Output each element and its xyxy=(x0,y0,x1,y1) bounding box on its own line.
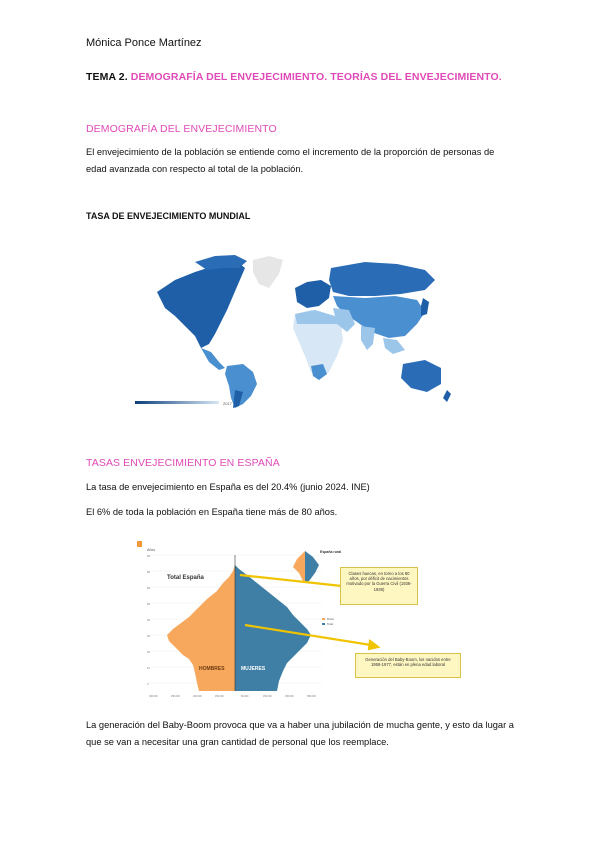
svg-text:300.000: 300.000 xyxy=(149,695,158,698)
logo-mark xyxy=(137,541,142,547)
map-legend-year: 2017 xyxy=(223,401,232,406)
map-russia xyxy=(329,262,435,296)
svg-text:150.000: 150.000 xyxy=(215,695,224,698)
espana-line-2: El 6% de toda la población en España tiene más de 80 años. xyxy=(86,507,338,517)
map-greenland xyxy=(253,256,283,288)
svg-text:50: 50 xyxy=(147,603,150,606)
svg-text:20: 20 xyxy=(147,651,150,654)
legend-swatch-1 xyxy=(322,618,325,620)
map-north-america xyxy=(157,260,245,348)
age-axis-label: Años xyxy=(147,548,155,552)
map-central-america xyxy=(201,348,225,370)
svg-text:80: 80 xyxy=(147,571,150,574)
svg-text:10: 10 xyxy=(147,667,150,670)
legend-label-2: Total xyxy=(327,622,333,626)
legend-label-1: Rural xyxy=(327,617,334,621)
map-new-zealand xyxy=(443,390,451,402)
pyramid-men xyxy=(167,565,235,691)
rural-pyramid-women xyxy=(305,551,319,583)
map-australia xyxy=(401,360,441,392)
section-paragraph-demografia: El envejecimiento de la población se entiende como el incremento de la proporción de personas de edad avanzada con respecto al total de la población. xyxy=(86,147,495,174)
map-legend-bar xyxy=(135,401,219,404)
map-india xyxy=(361,326,375,350)
map-africa-north xyxy=(295,310,339,324)
map-canada-north xyxy=(195,255,247,270)
world-map-image xyxy=(135,252,460,409)
title-prefix: TEMA 2. xyxy=(86,71,128,83)
section-heading-tasa-mundial: TASA DE ENVEJECIMIENTO MUNDIAL xyxy=(86,211,251,221)
annotation-note-2: Generación del Baby-Boom, los nacidos entre 1958-1977, están en plena edad laboral xyxy=(355,653,461,678)
map-europe xyxy=(295,280,331,308)
svg-text:200.000: 200.000 xyxy=(193,695,202,698)
pyramid-women xyxy=(235,565,311,691)
svg-text:250.000: 250.000 xyxy=(285,695,294,698)
pyramid-label-men: HOMBRES xyxy=(199,666,225,672)
map-southeast-asia xyxy=(383,338,405,354)
section-heading-espana: TASAS ENVEJECIMIENTO EN ESPAÑA xyxy=(86,457,280,469)
svg-text:65: 65 xyxy=(147,587,150,590)
map-japan xyxy=(421,298,429,316)
annotation-note-1: Clases huecas, en torno a los 80 años, por déficit de nacimientos motivado por la Guerra Civil (1936-1939) xyxy=(340,567,418,605)
world-aging-map xyxy=(135,252,460,409)
svg-text:50.000: 50.000 xyxy=(241,695,249,698)
document-title xyxy=(86,71,502,83)
population-pyramid xyxy=(137,541,467,698)
svg-text:250.000: 250.000 xyxy=(171,695,180,698)
section-heading-demografia: DEMOGRAFÍA DEL ENVEJECIMIENTO xyxy=(86,123,277,135)
legend-swatch-2 xyxy=(322,623,325,625)
svg-text:0: 0 xyxy=(147,683,149,686)
pyramid-label-women: MUJERES xyxy=(241,666,266,672)
svg-text:40: 40 xyxy=(147,619,150,622)
pyramid-title-rural: España rural xyxy=(320,550,342,554)
closing-paragraph: La generación del Baby-Boom provoca que va a haber una jubilación de mucha gente, y esto da lugar a que se van a necesitar una gran cantidad de personal que los reemplace. xyxy=(86,720,514,747)
rural-pyramid-men xyxy=(293,551,305,583)
espana-line-1: La tasa de envejecimiento en España es del 20.4% (junio 2024. INE) xyxy=(86,482,370,492)
svg-text:350.000: 350.000 xyxy=(307,695,316,698)
title-text: DEMOGRAFÍA DEL ENVEJECIMIENTO. TEORÍAS DEL ENVEJECIMIENTO. xyxy=(130,71,502,83)
author-name: Mónica Ponce Martínez xyxy=(86,37,202,49)
pyramid-title-total: Total España xyxy=(167,575,204,581)
svg-text:150.000: 150.000 xyxy=(263,695,272,698)
svg-text:95: 95 xyxy=(147,555,150,558)
svg-text:30: 30 xyxy=(147,635,150,638)
